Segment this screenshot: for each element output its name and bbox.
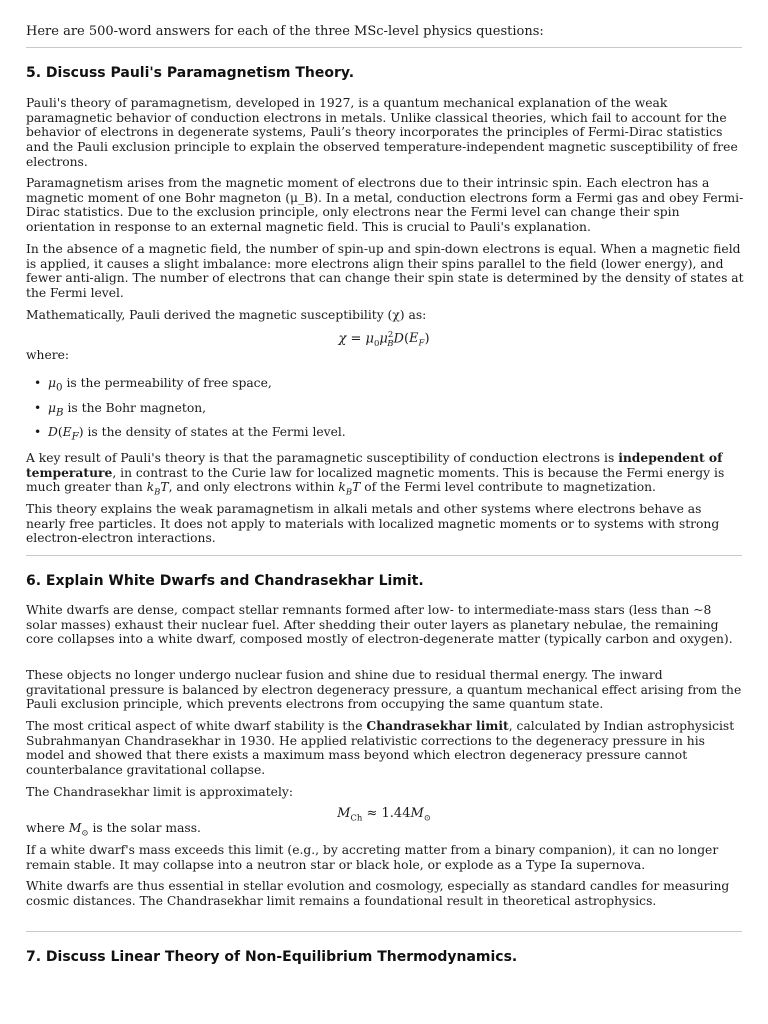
bullet-text: is the density of states at the Fermi level.: [87, 425, 346, 439]
intro-text: Here are 500-word answers for each of the three MSc-level physics questions:: [26, 24, 544, 39]
q5-where-label: where:: [26, 348, 70, 362]
text-span: A key result of Pauli's theory is that the paramagnetic susceptibility of conduction electrons is: [26, 451, 615, 465]
q5-paragraph-3: In the absence of a magnetic field, the number of spin-up and spin-down electrons is equal. When a magnetic field is applied, it causes a slight imbalance: more electrons align their spins parallel to the field (lower energy), and fewer anti-align. The number of electrons that can change their spin state is determined by the density of states at the Fermi level.: [26, 242, 744, 301]
list-item: • $\mu_0$ is the permeability of free space,: [34, 376, 272, 394]
q6-paragraph-4: The Chandrasekhar limit is approximately:: [26, 785, 293, 799]
q6-paragraph-3: [26, 719, 744, 778]
text-span: The most critical aspect of white dwarf stability is the: [26, 719, 363, 733]
q5-paragraph-4: Mathematically, Pauli derived the magnetic susceptibility (χ) as:: [26, 308, 427, 322]
section-title-q5: 5. Discuss Pauli's Paramagnetism Theory.: [26, 65, 355, 81]
q5-paragraph-5: A key result of Pauli's theory is that the paramagnetic susceptibility of conduction electrons is independent of temperature, in contrast to the Curie law for localized magnetic moments. This is because the Fermi energy is much greater than $k_BT$, and only electrons within $k_BT$ of the Fermi level contribute to magnetization.: [26, 450, 725, 498]
divider: [26, 931, 742, 932]
pauli-susceptibility-equation: $\chi = \mu_0\mu^2_BD(E_F)$: [338, 330, 430, 349]
bullet-text: is the Bohr magneton,: [67, 401, 207, 415]
q6-paragraph-5: If a white dwarf's mass exceeds this limit (e.g., by accreting matter from a binary companion), it can no longer remain stable. It may collapse into a neutron star or black hole, or explode as a Type Ia supernova.: [26, 843, 719, 872]
q6-where-line: where $M_⊙$ is the solar mass.: [26, 821, 201, 839]
section-title-q7: 7. Discuss Linear Theory of Non-Equilibrium Thermodynamics.: [26, 949, 518, 965]
text-span: , calculated by Indian astrophysicist Subrahmanyan Chandrasekhar in 1930. He applied relativistic corrections to the degeneracy pressure in his model and showed that there exists a maximum mass beyond which electron degeneracy pressure cannot counterbalance gravitational collapse.: [26, 719, 735, 778]
q5-paragraph-1: Pauli's theory of paramagnetism, developed in 1927, is a quantum mechanical explanation of the weak paramagnetic behavior of conduction electrons in metals. Unlike classical theories, which fail to account for the behavior of electrons in degenerate systems, Pauli’s theory incorporates the principles of Fermi-Dirac statistics and the Pauli exclusion principle to explain the observed temperature-independent magnetic susceptibility of free electrons.: [26, 96, 738, 169]
text-span: of the Fermi level contribute to magnetization.: [364, 480, 656, 495]
bold-text: Chandrasekhar limit: [366, 718, 509, 733]
text-span: where: [26, 821, 65, 835]
chandrasekhar-limit-equation: $M_{Ch} \approx 1.44M_⊙$: [337, 806, 431, 824]
text-span: , and only electrons within: [168, 480, 335, 495]
q6-paragraph-6: White dwarfs are thus essential in stellar evolution and cosmology, especially as standard candles for measuring cosmic distances. The Chandrasekhar limit remains a foundational result in theoretical astrophysics.: [26, 879, 730, 908]
bold-text: independent of temperature: [26, 450, 723, 480]
text-span: , in contrast to the Curie law for localized magnetic moments. This is because the Fermi energy is much greater than: [26, 465, 725, 495]
list-item: • $D(E_F)$ is the density of states at the Fermi level.: [34, 425, 346, 443]
bullet-text: is the permeability of free space,: [66, 376, 272, 390]
q6-paragraph-2: These objects no longer undergo nuclear fusion and shine due to residual thermal energy. The inward gravitational pressure is balanced by electron degeneracy pressure, a quantum mechanical effect arising from the Pauli exclusion principle, which prevents electrons from occupying the same quantum state.: [26, 668, 742, 712]
section-title-q6: 6. Explain White Dwarfs and Chandrasekhar Limit.: [26, 573, 424, 589]
list-item: • $\mu_B$ is the Bohr magneton,: [34, 401, 207, 419]
text-span: is the solar mass.: [92, 821, 201, 835]
q5-paragraph-2: Paramagnetism arises from the magnetic moment of electrons due to their intrinsic spin. Each electron has a magnetic moment of one Bohr magneton (μ_B). In a metal, conduction electrons form a Fermi gas and obey Fermi-Dirac statistics. Due to the exclusion principle, only electrons near the Fermi level can change their spin orientation in response to an external magnetic field. This is crucial to Pauli's explanation.: [26, 176, 744, 235]
q5-paragraph-6: This theory explains the weak paramagnetism in alkali metals and other systems where electrons behave as nearly free particles. It does not apply to materials with localized magnetic moments or to systems with strong electron-electron interactions.: [26, 502, 720, 546]
q6-paragraph-1: White dwarfs are dense, compact stellar remnants formed after low- to intermediate-mass stars (less than ~8 solar masses) exhaust their nuclear fuel. After shedding their outer layers as planetary nebulae, the remaining core collapses into a white dwarf, composed mostly of electron-degenerate matter (typically carbon and oxygen).: [26, 603, 733, 647]
divider: [26, 47, 742, 48]
divider: [26, 555, 742, 556]
